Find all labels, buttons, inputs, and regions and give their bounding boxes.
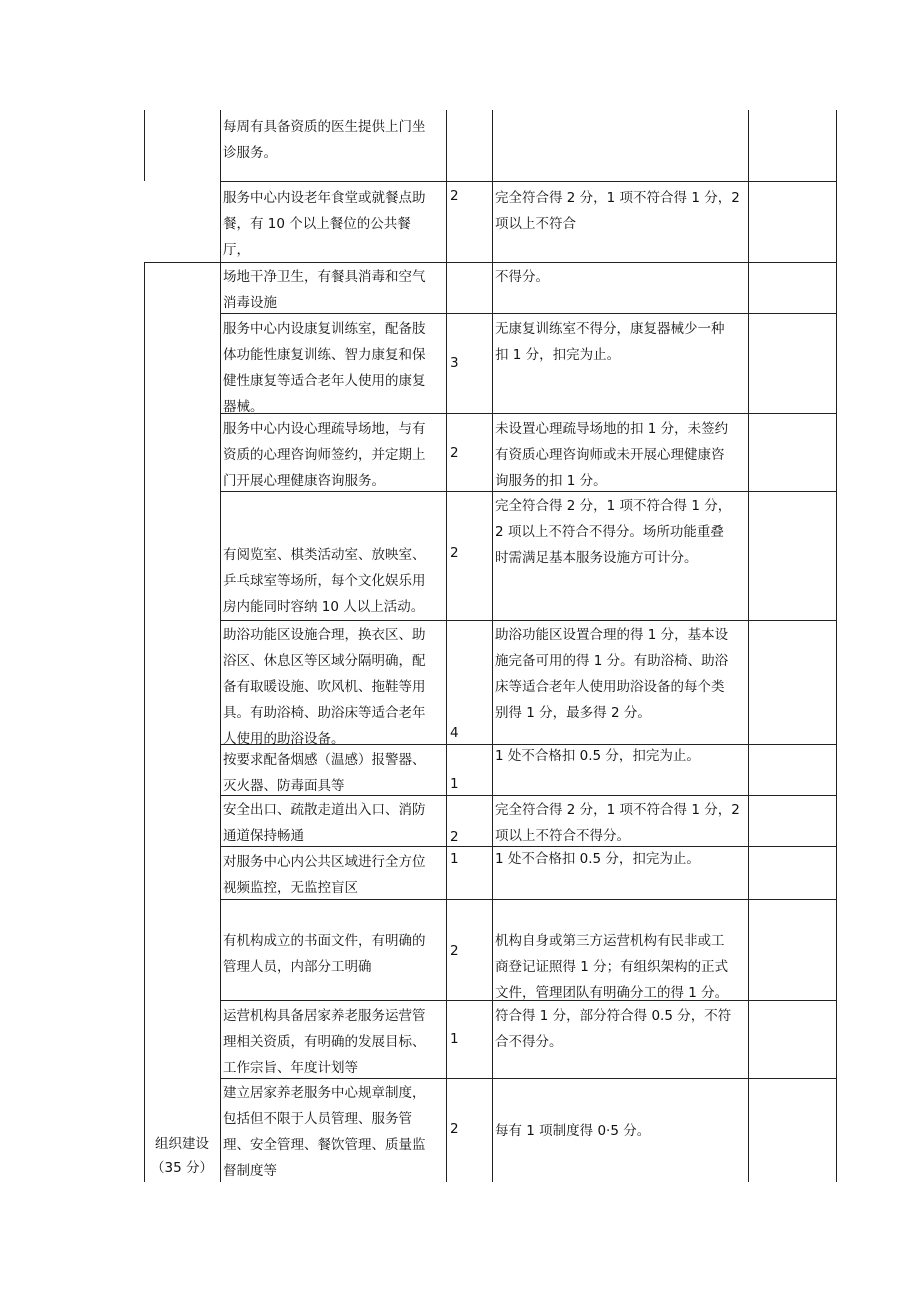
column-divider: [446, 110, 447, 1182]
table-border-left: [144, 110, 145, 181]
rule-cell: 1 处不合格扣 0.5 分，扣完为止。: [495, 851, 700, 867]
criterion-cell: 对服务中心内公共区域进行全方位 视频监控，无监控盲区: [223, 854, 426, 896]
rule-cell: 1 处不合格扣 0.5 分，扣完为止。: [495, 748, 700, 764]
criterion-cell: 服务中心内设康复训练室，配备肢 体功能性康复训练、智力康复和保 健性康复等适合老年人使用的康复 器械。: [223, 321, 426, 415]
score-cell: 1: [450, 1031, 459, 1047]
rule-cell: 完全符合得 2 分，1 项不符合得 1 分，2 项以上不符合: [495, 190, 740, 232]
row-divider: [220, 181, 837, 182]
criterion-cell: 有机构成立的书面文件，有明确的 管理人员，内部分工明确: [223, 933, 426, 975]
score-cell: 1: [450, 776, 459, 792]
score-cell: 2: [450, 445, 459, 461]
score-cell: 2: [450, 943, 459, 959]
criterion-cell: 场地干净卫生，有餐具消毒和空气 消毒设施: [223, 269, 426, 311]
score-cell: 2: [450, 545, 459, 561]
score-cell: 2: [450, 188, 459, 204]
criterion-cell: 服务中心内设心理疏导场地，与有 资质的心理咨询师签约，并定期上 门开展心理健康咨询服务。: [223, 421, 426, 489]
rule-cell: 完全符合得 2 分，1 项不符合得 1 分，2 项以上不符合不得分。: [495, 802, 740, 844]
score-cell: 4: [450, 725, 459, 741]
score-cell: 2: [450, 1121, 459, 1137]
column-divider: [492, 110, 493, 1182]
criterion-cell: 按要求配备烟感（温感）报警器、 灭火器、防毒面具等: [223, 752, 426, 794]
score-cell: 3: [450, 355, 459, 371]
rule-cell: 机构自身或第三方运营机构有民非或工 商登记证照得 1 分；有组织架构的正式 文件，管理团队有明确分工的得 1 分。: [495, 933, 729, 1001]
rule-cell: 助浴功能区设置合理的得 1 分，基本设 施完备可用的得 1 分。有助浴椅、助浴 床等适合老年人使用助浴设备的每个类 别得 1 分，最多得 2 分。: [495, 627, 729, 721]
criterion-cell: 服务中心内设老年食堂或就餐点助 餐，有 10 个以上餐位的公共餐 厅，: [223, 190, 426, 258]
score-cell: 1: [450, 851, 459, 867]
table-border-right: [836, 110, 837, 1182]
column-divider: [748, 110, 749, 1182]
score-cell: 2: [450, 829, 459, 845]
criterion-cell: 安全出口、疏散走道出入口、消防 通道保持畅通: [223, 802, 426, 844]
row-divider: [220, 620, 837, 621]
criterion-cell: 助浴功能区设施合理，换衣区、助 浴区、休息区等区域分隔明确，配 备有取暖设施、吹风机、拖鞋等用 具。有助浴椅、助浴床等适合老年 人使用的助浴设备。: [223, 627, 426, 747]
section-points: （35 分）: [151, 1160, 213, 1176]
column-divider: [220, 110, 221, 1182]
criterion-cell: 建立居家养老服务中心规章制度， 包括但不限于人员管理、服务管 理、安全管理、餐饮管理、质量监 督制度等: [223, 1085, 426, 1179]
table-border-left: [144, 262, 145, 1182]
rule-cell: 未设置心理疏导场地的扣 1 分，未签约 有资质心理咨询师或未开展心理健康咨 询服务的扣 1 分。: [495, 421, 729, 489]
criterion-cell: 运营机构具备居家养老服务运营管 理相关资质，有明确的发展目标、 工作宗旨、年度计划等: [223, 1008, 426, 1076]
rule-cell: 无康复训练室不得分，康复器械少一种 扣 1 分，扣完为止。: [495, 321, 725, 363]
criterion-cell: 有阅览室、棋类活动室、放映室、 乒乓球室等场所，每个文化娱乐用 房内能同时容纳 10 人以上活动。: [223, 547, 426, 615]
rule-cell: 完全符合得 2 分，1 项不符合得 1 分， 2 项以上不符合不得分。场所功能重叠 时需满足基本服务设施方可计分。: [495, 498, 732, 566]
criterion-cell: 每周有具备资质的医生提供上门坐 诊服务。: [223, 119, 426, 161]
rule-cell: 符合得 1 分，部分符合得 0.5 分，不符 合不得分。: [495, 1008, 732, 1050]
section-label: 组织建设: [155, 1136, 209, 1152]
rule-cell: 不得分。: [495, 269, 549, 285]
rule-cell: 每有 1 项制度得 0·5 分。: [495, 1123, 651, 1139]
